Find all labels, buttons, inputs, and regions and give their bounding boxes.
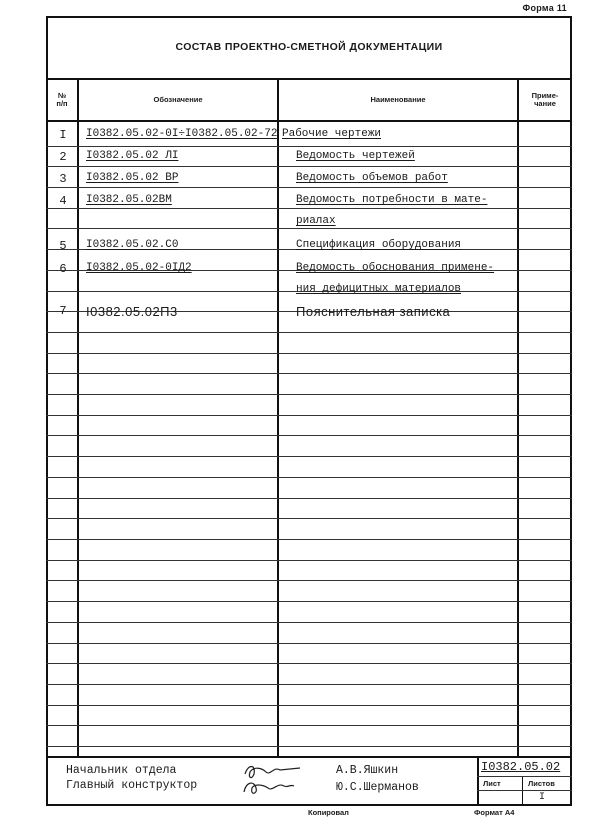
- row-line: [46, 146, 572, 147]
- row-designation: I0382.05.02-0I÷I0382.05.02-72: [86, 128, 278, 140]
- row-line: [46, 477, 572, 478]
- row-name: Ведомость обоснования примене-: [296, 262, 495, 274]
- row-line: [46, 643, 572, 644]
- row-name: ния дефицитных материалов: [296, 283, 462, 295]
- role-chief-designer: Главный конструктор: [66, 779, 198, 792]
- row-name: Спецификация оборудования: [296, 239, 462, 251]
- header-divider: [46, 120, 572, 122]
- row-line: [46, 705, 572, 706]
- title-block-line: [477, 790, 572, 791]
- row-line: [46, 539, 572, 540]
- column-divider: [277, 80, 279, 756]
- person-2: Ю.С.Шерманов: [336, 781, 419, 794]
- row-designation: I0382.05.02.С0: [86, 239, 179, 251]
- header-name: Наименование: [370, 94, 426, 104]
- row-line: [46, 415, 572, 416]
- row-line: [46, 166, 572, 167]
- title-block-divider: [522, 776, 523, 806]
- form-label: Форма 11: [522, 3, 567, 13]
- row-name: Ведомость чертежей: [296, 150, 415, 162]
- row-line: [46, 746, 572, 747]
- row-name: Рабочие чертежи: [282, 128, 382, 140]
- row-line: [46, 228, 572, 229]
- row-name: Ведомость объемов работ: [296, 172, 448, 184]
- row-name: Пояснительная записка: [296, 304, 451, 319]
- row-line: [46, 208, 572, 209]
- row-number: I: [59, 128, 67, 142]
- row-number: 4: [59, 194, 67, 208]
- format-label: Формат А4: [474, 808, 515, 817]
- signature-1: [240, 758, 320, 800]
- header-note: Приме- чание: [531, 90, 559, 108]
- row-name: риалах: [296, 215, 336, 227]
- row-line: [46, 580, 572, 581]
- row-line: [46, 560, 572, 561]
- row-line: [46, 394, 572, 395]
- row-line: [46, 725, 572, 726]
- role-department-head: Начальник отдела: [66, 764, 177, 777]
- row-line: [46, 373, 572, 374]
- row-number: 6: [59, 262, 67, 276]
- row-designation: I0382.05.02 ВР: [86, 172, 179, 184]
- row-designation: I0382.05.02-0IД2: [86, 262, 192, 274]
- row-designation: I0382.05.02 ЛI: [86, 150, 179, 162]
- row-designation: I0382.05.02ВМ: [86, 194, 172, 206]
- person-1: А.В.Яшкин: [336, 764, 399, 777]
- row-line: [46, 684, 572, 685]
- header-number: № п/п: [56, 90, 68, 108]
- row-line: [46, 663, 572, 664]
- copied-label: Копировал: [308, 808, 349, 817]
- row-number: 3: [59, 172, 67, 186]
- row-line: [46, 498, 572, 499]
- row-line: [46, 332, 572, 333]
- column-divider: [77, 80, 79, 756]
- row-line: [46, 518, 572, 519]
- sheet-label: Лист: [483, 779, 501, 788]
- row-number: 2: [59, 150, 67, 164]
- row-designation: I0382.05.02П3: [86, 304, 178, 319]
- row-line: [46, 601, 572, 602]
- row-name: Ведомость потребности в мате-: [296, 194, 488, 206]
- row-number: 5: [59, 239, 67, 253]
- document-title: СОСТАВ ПРОЕКТНО-СМЕТНОЙ ДОКУМЕНТАЦИИ: [46, 16, 572, 80]
- doc-code: I0382.05.02: [481, 760, 561, 774]
- row-line: [46, 622, 572, 623]
- row-line: [46, 456, 572, 457]
- sheets-label: Листов: [528, 779, 555, 788]
- title-block-divider: [477, 756, 479, 806]
- column-divider: [517, 80, 519, 756]
- sheets-value: I: [539, 792, 546, 803]
- row-line: [46, 187, 572, 188]
- row-line: [46, 435, 572, 436]
- row-line: [46, 353, 572, 354]
- title-block-line: [477, 776, 572, 777]
- header-designation: Обозначение: [153, 94, 203, 104]
- row-number: 7: [59, 304, 67, 318]
